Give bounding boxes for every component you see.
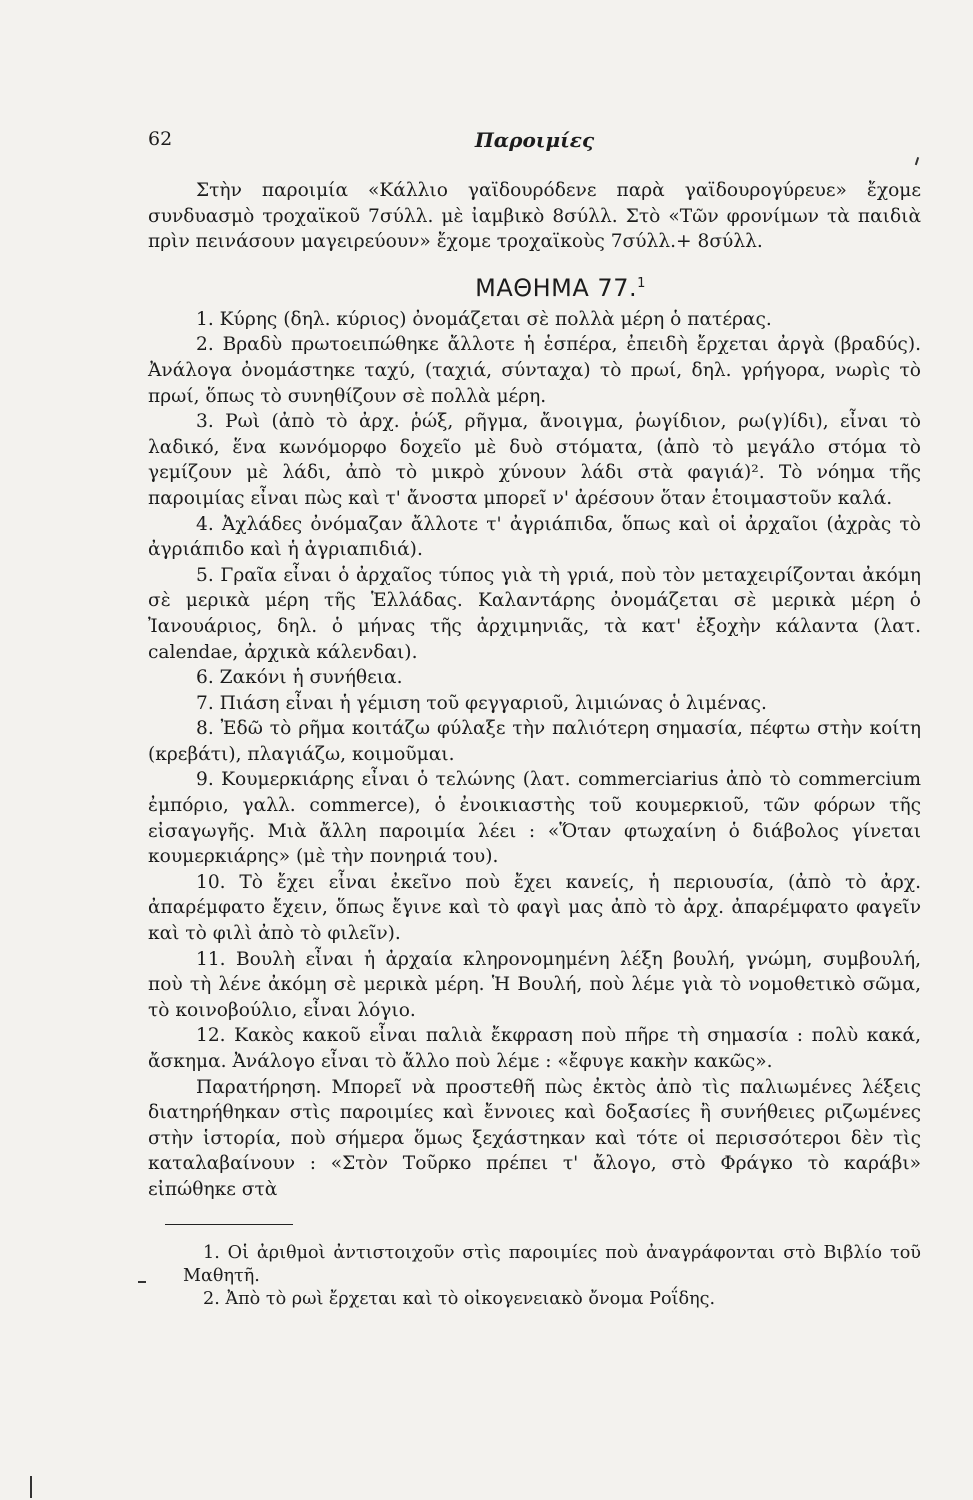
note-6: 6. Ζακόνι ἡ συνήθεια. xyxy=(196,667,403,689)
margin-tick-mark xyxy=(138,1281,146,1283)
note-10: 10. Τὸ ἔχει εἶναι ἐκεῖνο ποὺ ἔχει κανείς, ἡ περιουσία, (ἀπὸ τὸ ἀρχ. ἀπαρέμφατο ἔχειν, ὅπως ἔγινε καὶ τὸ φαγὶ μας ἀπὸ τὸ ἀρχ. ἀπαρέμφατο φαγεῖν καὶ τὸ φιλὶ ἀπὸ τὸ φιλεῖν). xyxy=(148,871,921,945)
note-1: 1. Κύρης (δηλ. κύριος) ὀνομάζεται σὲ πολλὰ μέρη ὁ πατέρας. xyxy=(196,308,772,330)
note-2: 2. Βραδὺ πρωτοειπώθηκε ἄλλοτε ἡ ἑσπέρα, ἐπειδὴ ἔρχεται ἀργὰ (βραδύς). Ἀνάλογα ὀνομάστηκε ταχύ, (ταχιά, σύνταχα) τὸ πρωί, δηλ. γρήγορα, νωρὶς τὸ πρωί, ὅπως τὸ συνηθίζουν σὲ πολλὰ μέρη. xyxy=(148,334,921,407)
footnote-2: 2. Ἀπὸ τὸ ρωὶ ἔρχεται καὶ τὸ οἰκογενειακὸ ὄνομα Ροΐδης. xyxy=(203,1289,716,1309)
binding-edge-mark xyxy=(30,1476,32,1498)
footnotes xyxy=(183,1242,921,1311)
note-12: 12. Κακὸς κακοῦ εἶναι παλιὰ ἔκφραση ποὺ πῆρε τὴ σημασία : πολὺ κακά, ἄσκημα. Ἀνάλογο εἶναι τὸ ἄλλο ποὺ λέμε : «ἔφυγε κακὴν κακῶς». xyxy=(148,1025,921,1072)
lesson-title-text: ΜΑΘΗΜΑ 77. xyxy=(475,273,638,302)
note-11: 11. Βουλὴ εἶναι ἡ ἀρχαία κληρονομημένη λέξη βουλή, γνώμη, συμβουλή, ποὺ τὴ λένε ἀκόμη σὲ μερικὰ μέρη. Ἡ Βουλή, ποὺ λέμε γιὰ τὸ νομοθετικὸ σῶμα, τὸ κοινοβούλιο, εἶναι λόγιο. xyxy=(148,948,921,1021)
lesson-title xyxy=(200,269,921,303)
lesson-title-footnote-mark: 1 xyxy=(637,275,646,291)
page-number: 62 xyxy=(148,128,173,150)
note-5: 5. Γραῖα εἶναι ὁ ἀρχαῖος τύπος γιὰ τὴ γριά, ποὺ τὸν μεταχειρίζονται ἀκόμη σὲ μερικὰ μέρη τῆς Ἑλλάδας. Καλαντάρης ὀνομάζεται σὲ μερικὰ μέρη ὁ Ἰανουάριος, δηλ. ὁ μήνας τῆς ἀρχιμηνιᾶς, τὰ κατ' ἐξοχὴν κάλαντα (λατ. calendae, ἀρχικὰ κάλενδαι). xyxy=(148,564,921,663)
note-7: 7. Πιάση εἶναι ἡ γέμιση τοῦ φεγγαριοῦ, λιμιώνας ὁ λιμένας. xyxy=(196,692,767,714)
note-9: 9. Κουμερκιάρης εἶναι ὁ τελώνης (λατ. commerciarius ἀπὸ τὸ commercium ἐμπόριο, γαλλ. commerce), ὁ ἐνοικιαστὴς τοῦ κουμερκιοῦ, τῶν φόρων τῆς εἰσαγωγῆς. Μιὰ ἄλλη παροιμία λέει : «Ὅταν φτωχαίνη ὁ διάβολος γίνεται κουμερκιάρης» (μὲ τὴν πονηριά του). xyxy=(148,769,921,868)
footnote-divider xyxy=(165,1224,293,1225)
note-8: 8. Ἐδῶ τὸ ρῆμα κοιτάζω φύλαξε τὴν παλιότερη σημασία, πέφτω στὴν κοίτη (κρεβάτι), πλαγιάζω, κοιμοῦμαι. xyxy=(148,718,921,765)
remark-paragraph: Παρατήρηση. Μπορεῖ νὰ προστεθῆ πὼς ἐκτὸς ἀπὸ τὶς παλιωμένες λέξεις διατηρήθηκαν στὶς παροιμίες καὶ ἔννοιες καὶ δοξασίες ἢ συνήθειες ριζωμένες στὴν ἱστορία, ποὺ σήμερα ὅμως ξεχάστηκαν καὶ τότε οἱ περισσότεροι δὲν τὶς καταλαβαίνουν : «Στὸν Τοῦρκο πρέπει τ' ἄλογο, στὸ Φράγκο τὸ καράβι» εἰπώθηκε στὰ xyxy=(148,1076,921,1200)
intro-paragraph: Στὴν παροιμία «Κάλλιο γαϊδουρόδενε παρὰ γαϊδουρογύρευε» ἔχομε συνδυασμὸ τροχαϊκοῦ 7σύλλ. μὲ ἰαμβικὸ 8σύλλ. Στὸ «Τῶν φρονίμων τὰ παιδιὰ πρὶν πεινάσουν μαγειρεύουν» ἔχομε τροχαϊκοὺς 7σύλλ.+ 8σύλλ. xyxy=(148,180,921,253)
main-text xyxy=(148,178,921,1203)
page-header xyxy=(148,128,921,154)
corner-stroke-mark xyxy=(915,157,919,165)
running-title: Παροιμίες xyxy=(474,128,595,152)
footnote-1: 1. Οἱ ἀριθμοὶ ἀντιστοιχοῦν στὶς παροιμίες ποὺ ἀναγράφονται στὸ Βιβλίο τοῦ Μαθητῆ. xyxy=(183,1243,921,1286)
note-4: 4. Ἀχλάδες ὀνόμαζαν ἄλλοτε τ' ἀγριάπιδα, ὅπως καὶ οἱ ἀρχαῖοι (ἀχρὰς τὸ ἀγριάπιδο καὶ ἡ ἀγριαπιδιά). xyxy=(148,513,921,561)
note-3: 3. Ρωὶ (ἀπὸ τὸ ἀρχ. ῥώξ, ρῆγμα, ἄνοιγμα, ῥωγίδιον, ρω(γ)ίδι), εἶναι τὸ λαδικό, ἕνα κωνόμορφο δοχεῖο μὲ δυὸ στόματα, (ἀπὸ τὸ μεγάλο στόμα τὸ γεμίζουν μὲ λάδι, ἀπὸ τὸ μικρὸ χύνουν λάδι στὰ φαγιά)². Τὸ νόημα τῆς παροιμίας εἶναι πὼς καὶ τ' ἄνοστα μπορεῖ ν' ἀρέσουν ὅταν ἑτοιμαστοῦν καλά. xyxy=(148,411,921,509)
